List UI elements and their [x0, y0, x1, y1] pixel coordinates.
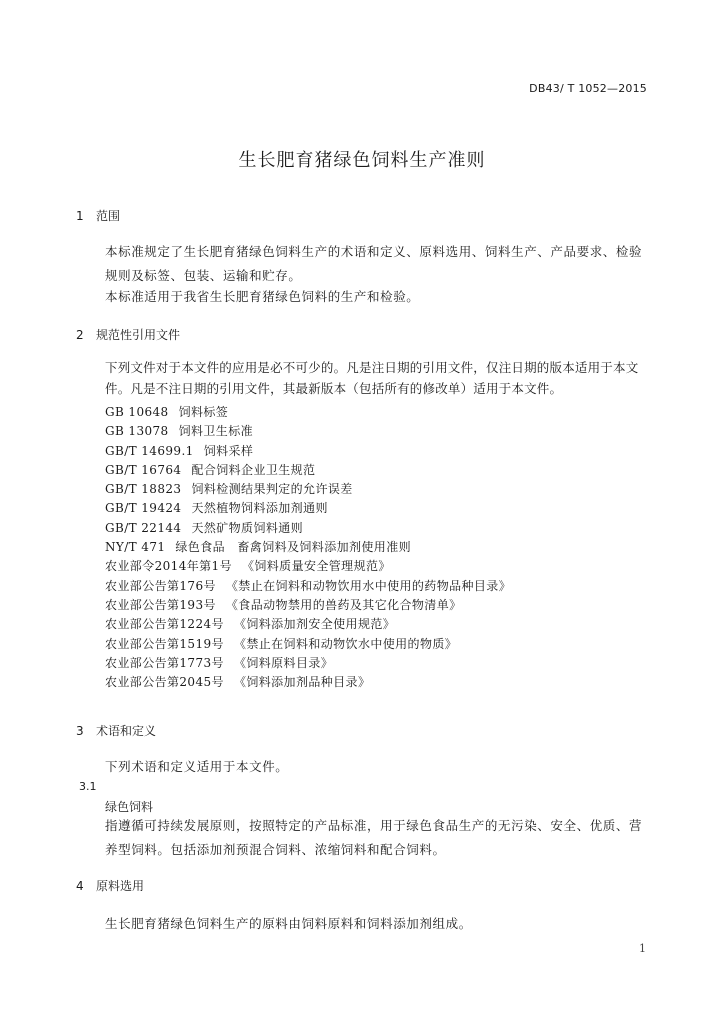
section-number: 3	[76, 724, 84, 738]
reference-item: GB 13078 饲料卫生标准	[105, 424, 253, 439]
reference-item: 农业部公告第2045号 《饲料添加剂品种目录》	[105, 675, 371, 690]
section-1-heading	[76, 207, 120, 224]
document-title: 生长肥育猪绿色饲料生产准则	[238, 150, 486, 171]
section-3-heading	[76, 722, 156, 739]
section-2-heading	[76, 326, 180, 343]
reference-item: 农业部公告第176号 《禁止在饲料和动物饮用水中使用的药物品种目录》	[105, 578, 512, 593]
term-heading: 绿色饲料	[105, 800, 154, 814]
reference-item: GB/T 18823 饲料检测结果判定的允许误差	[105, 482, 353, 497]
paragraph: 下列术语和定义适用于本文件。	[105, 759, 289, 774]
reference-item: GB/T 22144 天然矿物质饲料通则	[105, 520, 304, 535]
term-definition	[79, 814, 651, 862]
section-1-body-2	[79, 285, 651, 309]
section-number: 1	[76, 209, 84, 223]
section-title: 范围	[96, 209, 121, 223]
standard-number: DB43/ T 1052—2015	[529, 82, 647, 95]
section-4-intro	[79, 912, 651, 936]
section-number: 4	[76, 879, 84, 893]
section-1-body	[79, 240, 651, 288]
reference-item: 农业部公告第1519号 《禁止在饲料和动物饮水中使用的物质》	[105, 636, 458, 651]
section-title: 术语和定义	[96, 724, 157, 738]
paragraph: 本标准规定了生长肥育猪绿色饲料生产的术语和定义、原料选用、饲料生产、产品要求、检验规则及标签、包装、运输和贮存。	[105, 244, 643, 283]
reference-item: GB/T 14699.1 饲料采样	[105, 443, 254, 458]
subclause-number: 3.1	[79, 780, 97, 793]
reference-item: 农业部公告第1224号 《饲料添加剂安全使用规范》	[105, 617, 396, 632]
section-title: 原料选用	[96, 879, 145, 893]
section-number: 2	[76, 328, 84, 342]
paragraph: 生长肥育猪绿色饲料生产的原料由饲料原料和饲料添加剂组成。	[105, 916, 472, 931]
reference-item: 农业部公告第1773号 《饲料原料目录》	[105, 655, 334, 670]
page-number: 1	[639, 942, 646, 955]
section-2-intro	[79, 357, 651, 399]
reference-item: GB/T 16764 配合饲料企业卫生规范	[105, 462, 316, 477]
paragraph: 本标准适用于我省生长肥育猪绿色饲料的生产和检验。	[105, 289, 420, 304]
reference-list	[105, 403, 511, 692]
reference-item: 农业部公告第193号 《食品动物禁用的兽药及其它化合物清单》	[105, 597, 462, 612]
reference-item: GB/T 19424 天然植物饲料添加剂通则	[105, 501, 328, 516]
section-title: 规范性引用文件	[96, 328, 181, 342]
reference-item: GB 10648 饲料标签	[105, 405, 229, 419]
section-3-intro	[79, 755, 651, 779]
paragraph: 指遵循可持续发展原则，按照特定的产品标准，用于绿色食品生产的无污染、安全、优质、营养型饲料。包括添加剂预混合饲料、浓缩饲料和配合饲料。	[105, 818, 643, 857]
reference-item: 农业部令2014年第1号 《饲料质量安全管理规范》	[105, 559, 391, 574]
reference-item: NY/T 471 绿色食品 畜禽饲料及饲料添加剂使用准则	[105, 540, 411, 555]
paragraph: 下列文件对于本文件的应用是必不可少的。凡是注日期的引用文件，仅注日期的版本适用于本文件。凡是不注日期的引用文件，其最新版本（包括所有的修改单）适用于本文件。	[105, 360, 639, 396]
section-4-heading	[76, 877, 144, 894]
